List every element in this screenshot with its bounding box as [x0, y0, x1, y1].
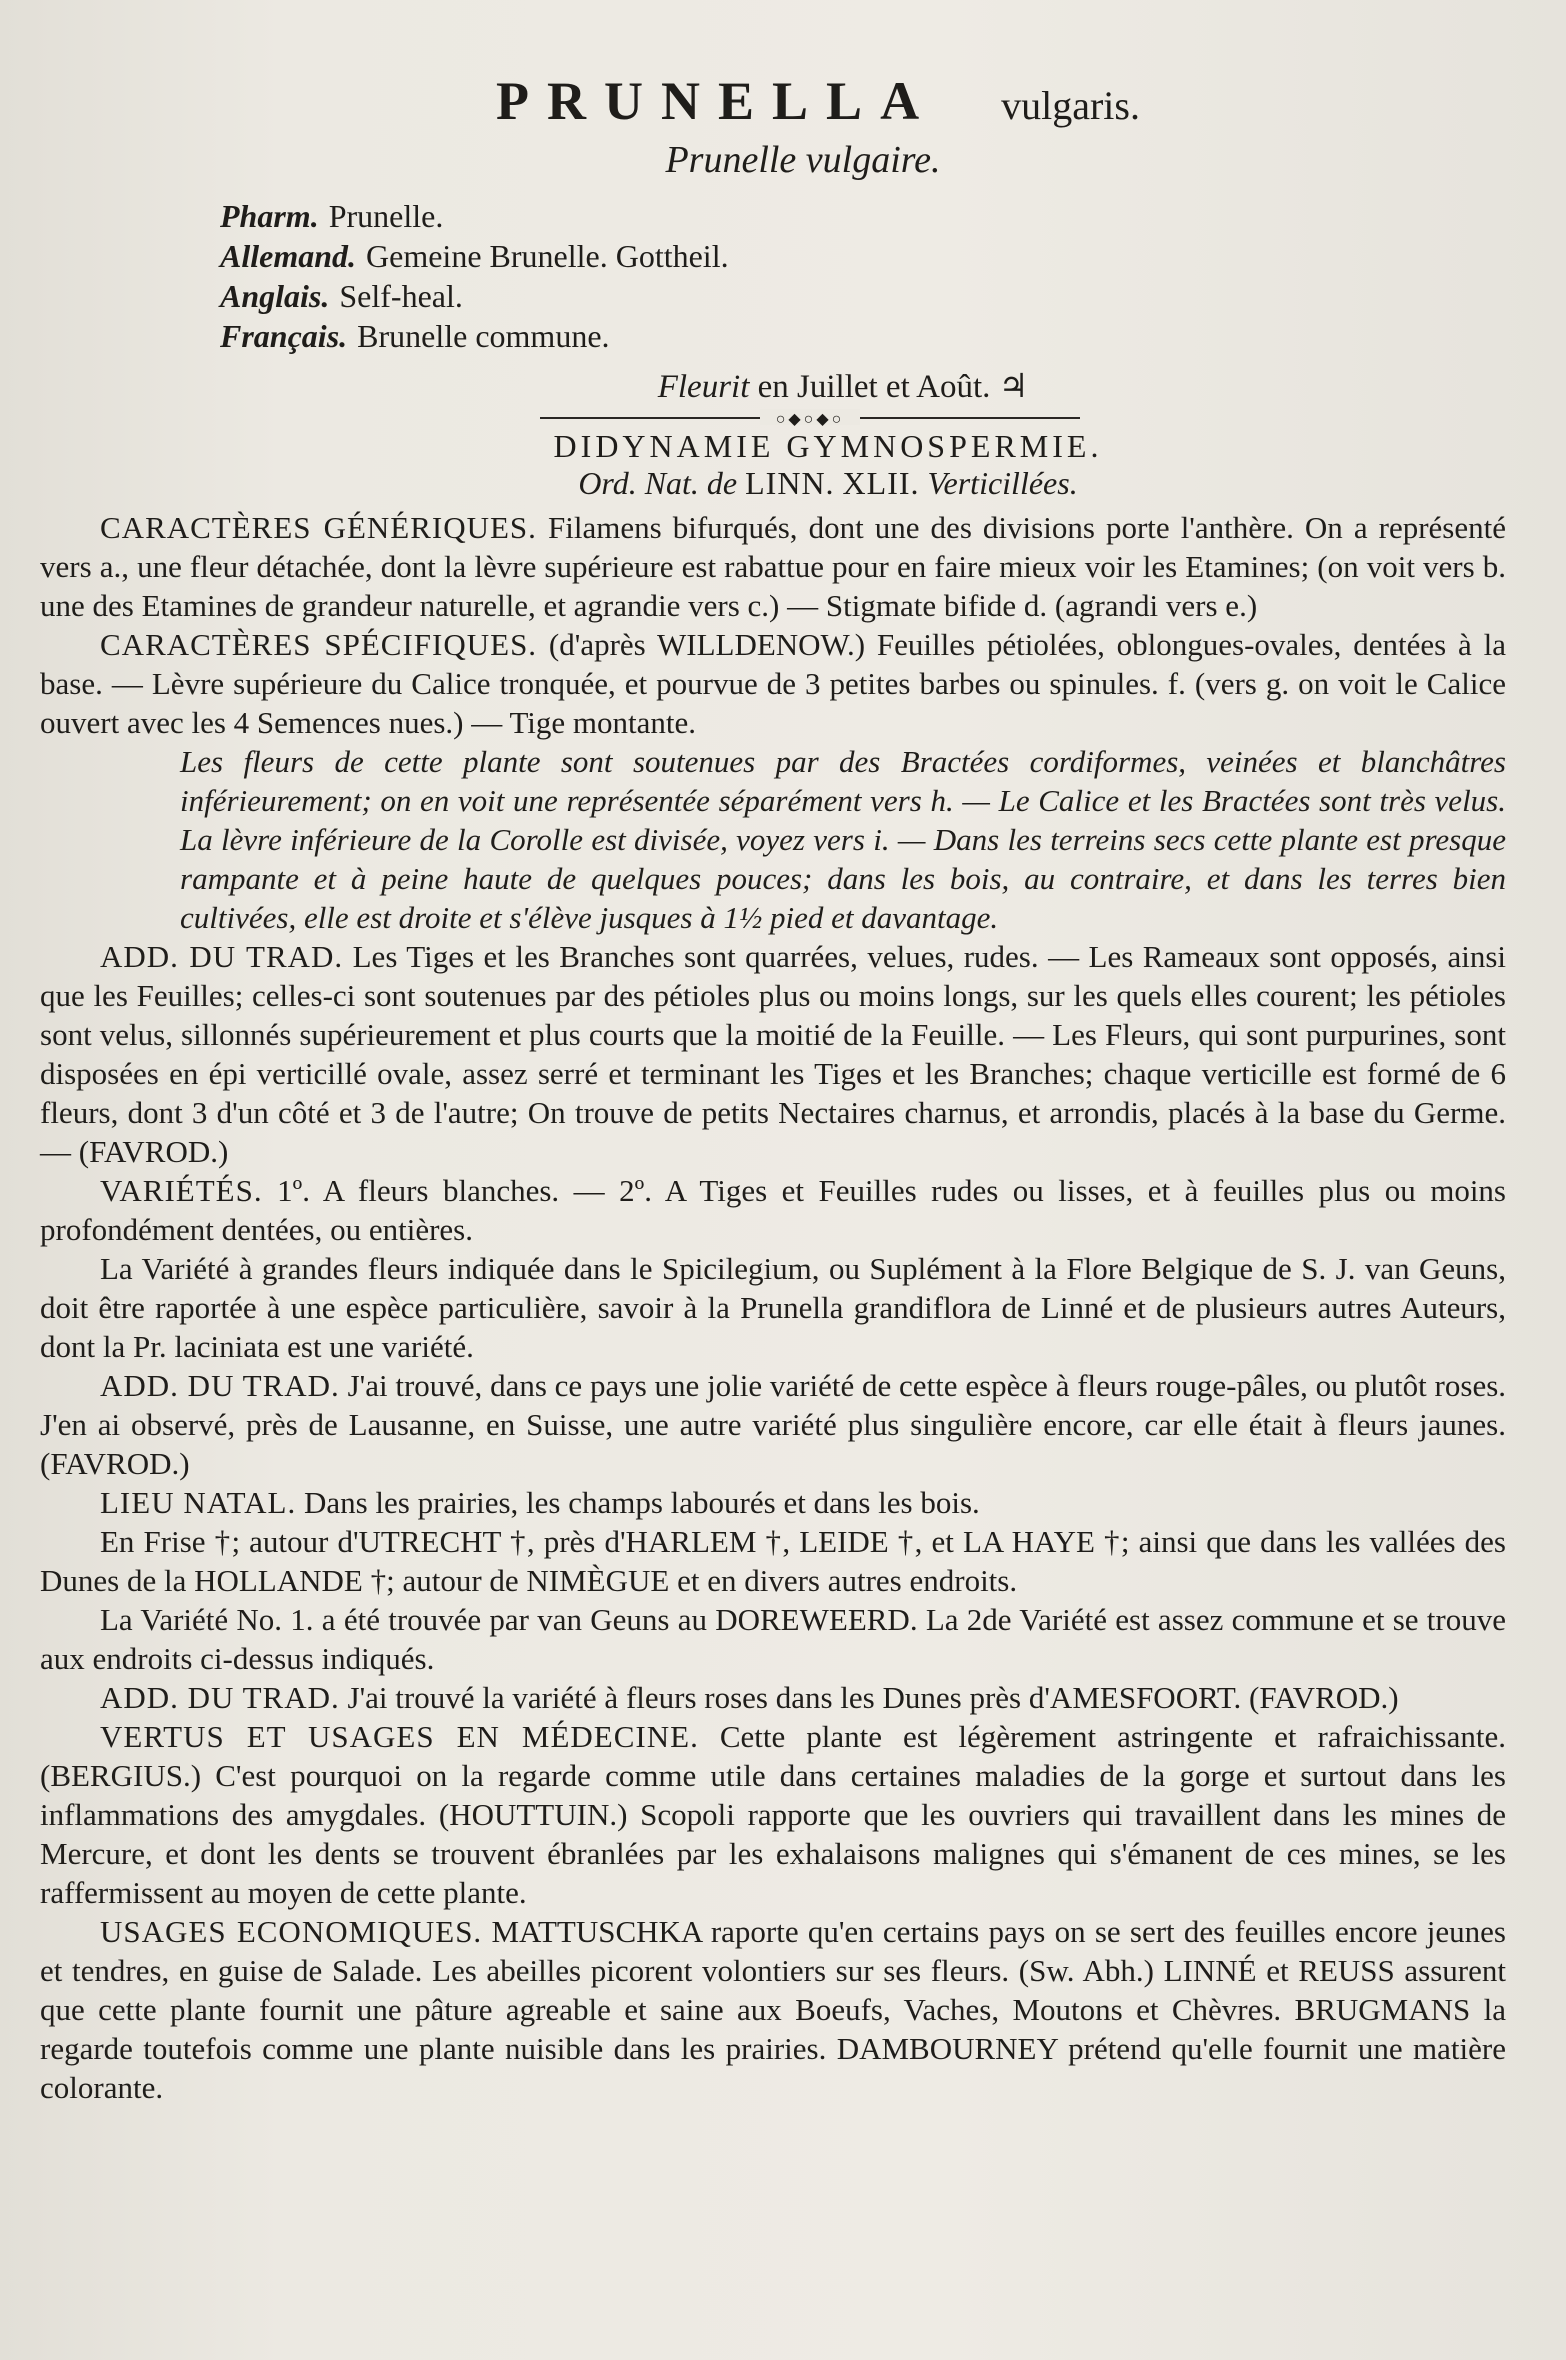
divider-ornament-icon: ○◆○◆○ — [760, 409, 860, 425]
perennial-symbol: ♃ — [998, 369, 1029, 405]
page-title — [130, 70, 1506, 132]
genus-name: PRUNELLA — [496, 71, 938, 131]
paragraph-locations: En Frise †; autour d'UTRECHT †, près d'HARLEM †, LEIDE †, et LA HAYE †; ainsi que dans les vallées des Dunes de la HOLLANDE †; autour de NIMÈGUE et en divers autres endroits. — [40, 1524, 1506, 1598]
paragraph-large-flower-variety: La Variété à grandes fleurs indiquée dans le Spicilegium, ou Suplément à la Flore Belgique de S. J. van Geuns, doit être raportée à une espèce particulière, savoir à la Prunella grandiflora de Linné et de plusieurs autres Auteurs, dont la Pr. laciniata est une variété. — [40, 1251, 1506, 1364]
name-line: Pharm. Prunelle. — [220, 198, 444, 234]
paragraph-medical-uses: VERTUS ET USAGES EN MÉDECINE. Cette plante est légèrement astringente et rafraichissante. (BERGIUS.) C'est pourquoi on la regarde comme utile dans certaines maladies de la gorge et surtout dans les inflammations des amygdales. (HOUTTUIN.) Scopoli rapporte que les ouvriers qui travaillent dans les mines de Mercure, et dont les dents se trouvent ébranlées par les exhalaisons malignes qui s'émanent de ces mines, se les raffermissent au moyen de cette plante. — [40, 1719, 1506, 1910]
paragraph-generic-characters: CARACTÈRES GÉNÉRIQUES. Filamens bifurqués, dont une des divisions porte l'anthère. On a représenté vers a., une fleur détachée, dont la lèvre supérieure est rabattue pour en faire mieux voir les Etamines; (on voit vers b. une des Etamines de grandeur naturelle, et agrandie vers c.) — Stigmate bifide d. (agrandi vers e.) — [40, 510, 1507, 623]
linnaean-class: DIDYNAMIE GYMNOSPERMIE. — [553, 428, 1103, 464]
flowering-period: Fleurit en Juillet et Août. ♃ — [657, 369, 1029, 405]
paragraph-bracts-note: Les fleurs de cette plante sont soutenues par des Bractées cordiformes, veinées et blanchâtres inférieurement; on en voit une représentée séparément vers h. — Le Calice et les Bractées sont très velus. La lèvre inférieure de la Corolle est divisée, voyez vers i. — Dans les terreins secs cette plante est presque rampante et à peine haute de quelques pouces; dans les bois, au contraire, et dans les terres bien cultivées, elle est droite et s'élève jusques à 1½ pied et davantage. — [180, 744, 1506, 935]
paragraph-native-place: LIEU NATAL. Dans les prairies, les champs labourés et dans les bois. — [100, 1485, 980, 1520]
natural-order: Ord. Nat. de LINN. XLII. Verticillées. — [578, 465, 1078, 501]
paragraph-translator-addition: ADD. DU TRAD. Les Tiges et les Branches sont quarrées, velues, rudes. — Les Rameaux sont opposés, ainsi que les Feuilles; celles-ci sont soutenues par des pétioles plus ou moins longs, sur les quels elles courent; les pétioles sont velus, sillonnés supérieurement et plus courts que la moitié de la Feuille. — Les Fleurs, qui sont purpurines, sont disposées en épi verticillé ovale, assez serré et terminant les Tiges et les Branches; chaque verticille est formé de 6 fleurs, dont 3 d'un côté et 3 de l'autre; On trouve de petits Nectaires charnus, et arrondis, placés à la base du Germe. — (FAVROD.) — [40, 939, 1507, 1169]
paragraph-specific-characters: CARACTÈRES SPÉCIFIQUES. (d'après WILLDENOW.) Feuilles pétiolées, oblongues-ovales, dentées à la base. — Lèvre supérieure du Calice tronquée, et pourvue de 3 petites barbes ou spinules. f. (vers g. on voit le Calice ouvert avec les 4 Semences nues.) — Tige montante. — [40, 627, 1506, 740]
paragraph-translator-addition: ADD. DU TRAD. J'ai trouvé la variété à fleurs roses dans les Dunes près d'AMESFOORT. (FAVROD.) — [100, 1680, 1399, 1715]
vernacular-names — [220, 196, 1506, 356]
french-common-name: Prunelle vulgaire. — [665, 139, 941, 181]
name-line: Allemand. Gemeine Brunelle. Gottheil. — [220, 238, 729, 274]
description-body — [40, 508, 1506, 2107]
paragraph-varieties: VARIÉTÉS. 1º. A fleurs blanches. — 2º. A Tiges et Feuilles rudes ou lisses, et à feuilles plus ou moins profondément dentées, ou entières. — [40, 1173, 1506, 1247]
species-name: vulgaris. — [1001, 83, 1140, 128]
name-line: Anglais. Self-heal. — [220, 278, 463, 314]
ornamental-divider — [540, 410, 1080, 426]
paragraph-economic-uses: USAGES ECONOMIQUES. MATTUSCHKA raporte qu'en certains pays on se sert des feuilles encore jeunes et tendres, en guise de Salade. Les abeilles picorent volontiers sur ses fleurs. (Sw. Abh.) LINNÉ et REUSS assurent que cette plante fournit une pâture agreable et saine aux Boeufs, Vaches, Moutons et Chèvres. BRUGMANS la regarde toutefois comme une plante nuisible dans les prairies. DAMBOURNEY prétend qu'elle fournit une matière colorante. — [40, 1914, 1506, 2105]
paragraph-variety-found: La Variété No. 1. a été trouvée par van Geuns au DOREWEERD. La 2de Variété est assez commune et se trouve aux endroits ci-dessus indiqués. — [40, 1602, 1506, 1676]
paragraph-translator-addition: ADD. DU TRAD. J'ai trouvé, dans ce pays une jolie variété de cette espèce à fleurs rouge-pâles, ou plutôt roses. J'en ai observé, près de Lausanne, en Suisse, une autre variété plus singulière encore, car elle était à fleurs jaunes. (FAVROD.) — [40, 1368, 1507, 1481]
name-line: Français. Brunelle commune. — [220, 318, 610, 354]
